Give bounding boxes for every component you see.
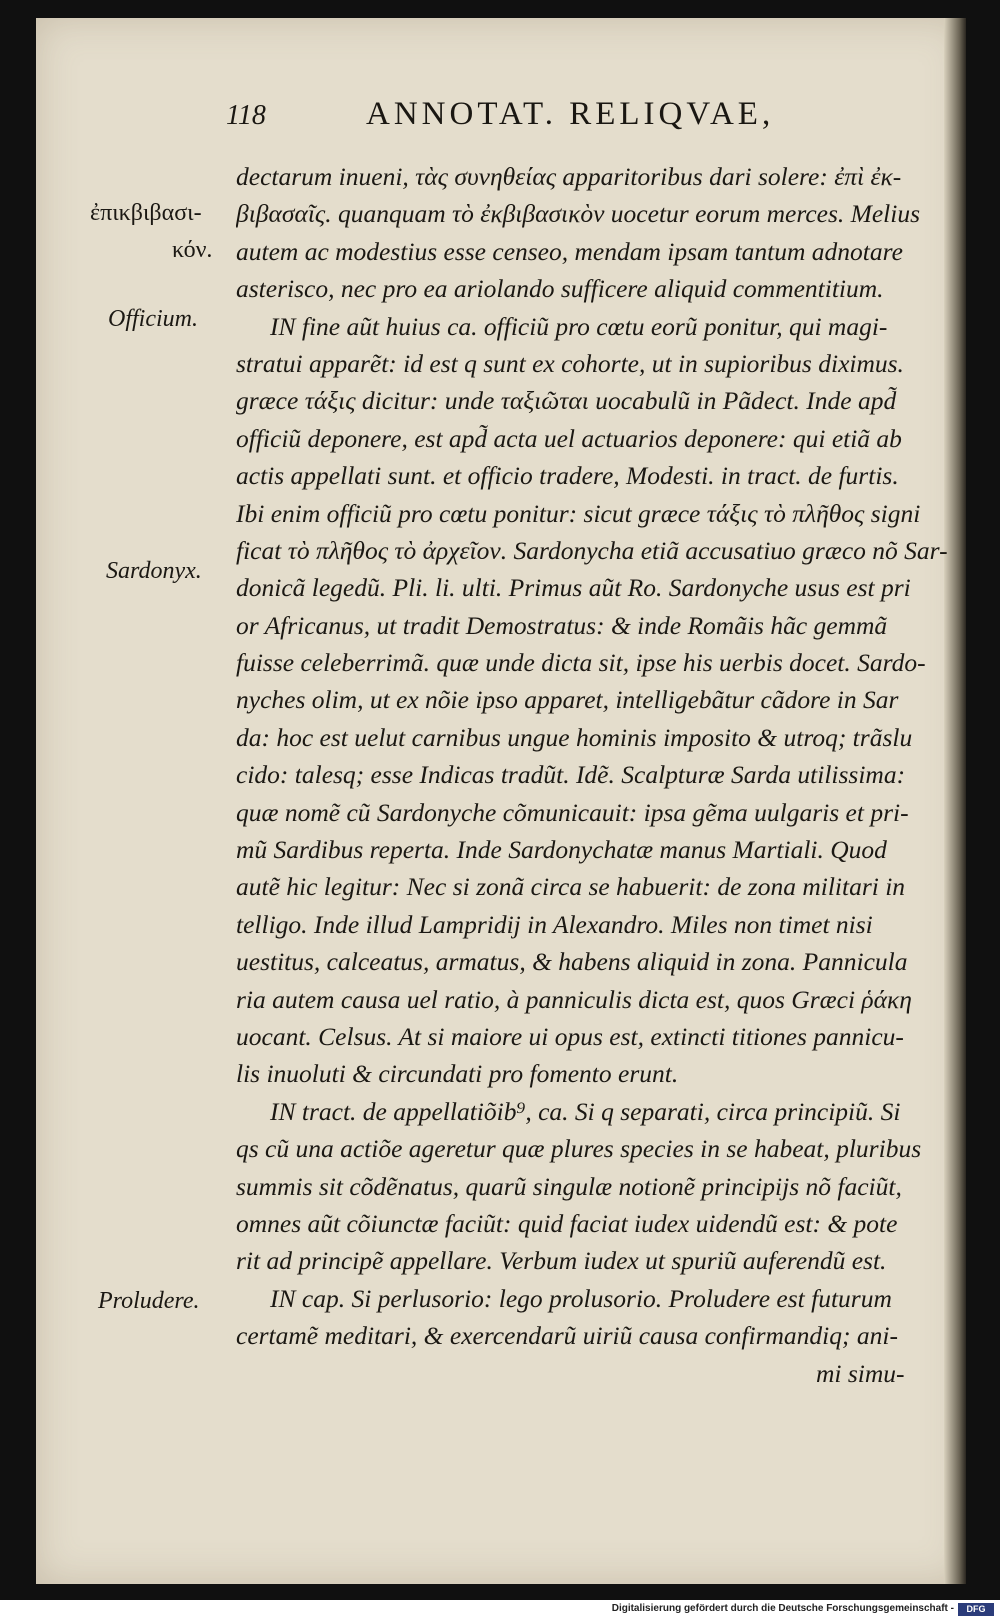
- margin-note-proludere: Proludere.: [98, 1288, 200, 1314]
- text-line: da: hoc est uelut carnibus ungue hominis imposito & utroq; trãslu: [236, 722, 913, 752]
- text-line: rit ad principẽ appellare. Verbum iudex ut spuriũ auferendũ est.: [236, 1246, 887, 1276]
- text-line: omnes aũt cõiunctæ faciũt: quid faciat iudex uidendũ est: & pote: [236, 1208, 898, 1238]
- text-line: officiũ deponere, est apd̃ acta uel actuarios deponere: qui etiã ab: [236, 423, 902, 453]
- text-line: autẽ hic legitur: Nec si zonã circa se habuerit: de zona militari in: [236, 872, 906, 902]
- page-number: 118: [226, 100, 266, 131]
- dfg-logo: DFG: [958, 1603, 994, 1616]
- paragraph-start-line: IN cap. Si perlusorio: lego prolusorio. Proludere est futurum: [270, 1283, 892, 1313]
- text-line: βιβασαῖς. quanquam τὸ ἐκβιβασικὸν uocetur eorum merces. Melius: [236, 199, 921, 229]
- text-line: nyches olim, ut ex nõie ipso apparet, intelligebãtur cãdore in Sar: [236, 685, 899, 715]
- text-line: ria autem causa uel ratio, à panniculis dicta est, quos Græci ῥάκη: [236, 984, 912, 1014]
- text-line: autem ac modestius esse censeo, mendam ipsam tantum adnotare: [236, 236, 903, 266]
- book-page: [36, 18, 966, 1584]
- margin-note-sardonyx: Sardonyx.: [106, 558, 202, 584]
- text-line: græce τάξις dicitur: unde ταξιῶται uocabulũ in Pãdect. Inde apd̃: [236, 386, 897, 416]
- text-line: uocant. Celsus. At si maiore ui opus est, extincti titiones pannicu-: [236, 1021, 904, 1051]
- paragraph-start-line: IN tract. de appellatiõib⁹, ca. Si q separati, circa principiũ. Si: [270, 1096, 901, 1126]
- text-line: summis sit cõdẽnatus, quarũ singulæ notionẽ principijs nõ faciũt,: [236, 1171, 902, 1201]
- text-line: asterisco, nec pro ea ariolando sufficere aliquid commentitium.: [236, 274, 884, 304]
- margin-note-greek-2: κόν.: [172, 237, 213, 263]
- running-head: [36, 96, 966, 140]
- text-line: certamẽ meditari, & exercendarũ uiriũ causa confirmandiq; ani-: [236, 1321, 898, 1351]
- text-line: quæ nomẽ cũ Sardonyche cõmunicauit: ipsa gẽma uulgaris et pri-: [236, 797, 909, 827]
- text-line: donicã legedũ. Pli. li. ulti. Primus aũt Ro. Sardonyche usus est pri: [236, 573, 911, 603]
- body-text: [236, 158, 971, 1392]
- margin-note-officium: Officium.: [108, 306, 198, 332]
- running-title: ANNOTAT. RELIQVAE,: [366, 96, 775, 132]
- text-line: ficat τὸ πλῆθος τὸ ἀρχεῖον. Sardonycha etiã accusatiuo græco nõ Sar-: [236, 535, 948, 565]
- text-line: Ibi enim officiũ pro cœtu ponitur: sicut græce τάξις τὸ πλῆθος signi: [236, 498, 921, 528]
- paragraph-start-line: IN fine aũt huius ca. officiũ pro cœtu eorũ ponitur, qui magi-: [270, 311, 888, 341]
- text-line: telligo. Inde illud Lampridij in Alexandro. Miles non timet nisi: [236, 909, 873, 939]
- text-line: fuisse celeberrimã. quæ unde dicta sit, ipse his uerbis docet. Sardo-: [236, 648, 926, 678]
- text-line: lis inuoluti & circundati pro fomento erunt.: [236, 1059, 679, 1089]
- digitization-credit: Digitalisierung gefördert durch die Deutsche Forschungsgemeinschaft -: [611, 1603, 954, 1614]
- text-line: or Africanus, ut tradit Demostratus: & inde Romãis hãc gemmã: [236, 610, 888, 640]
- text-line: uestitus, calceatus, armatus, & habens aliquid in zona. Pannicula: [236, 947, 908, 977]
- text-line: stratui apparẽt: id est q sunt ex cohorte, ut in supioribus diximus.: [236, 348, 904, 378]
- catchword-line: mi simu-: [816, 1358, 905, 1388]
- margin-note-greek-1: ἐπικβιβασι-: [90, 200, 202, 226]
- text-line: actis appellati sunt. et officio tradere, Modesti. in tract. de furtis.: [236, 461, 899, 491]
- text-line: dectarum inueni, τὰς συνηθείας apparitoribus dari solere: ἐπὶ ἐκ-: [236, 162, 902, 191]
- text-line: qs cũ una actiõe ageretur quæ plures species in se habeat, pluribus: [236, 1134, 922, 1164]
- text-line: mũ Sardibus reperta. Inde Sardonychatæ manus Martiali. Quod: [236, 835, 887, 865]
- text-line: cido: talesq; esse Indicas tradũt. Idẽ. Scalpturæ Sarda utilissima:: [236, 760, 906, 790]
